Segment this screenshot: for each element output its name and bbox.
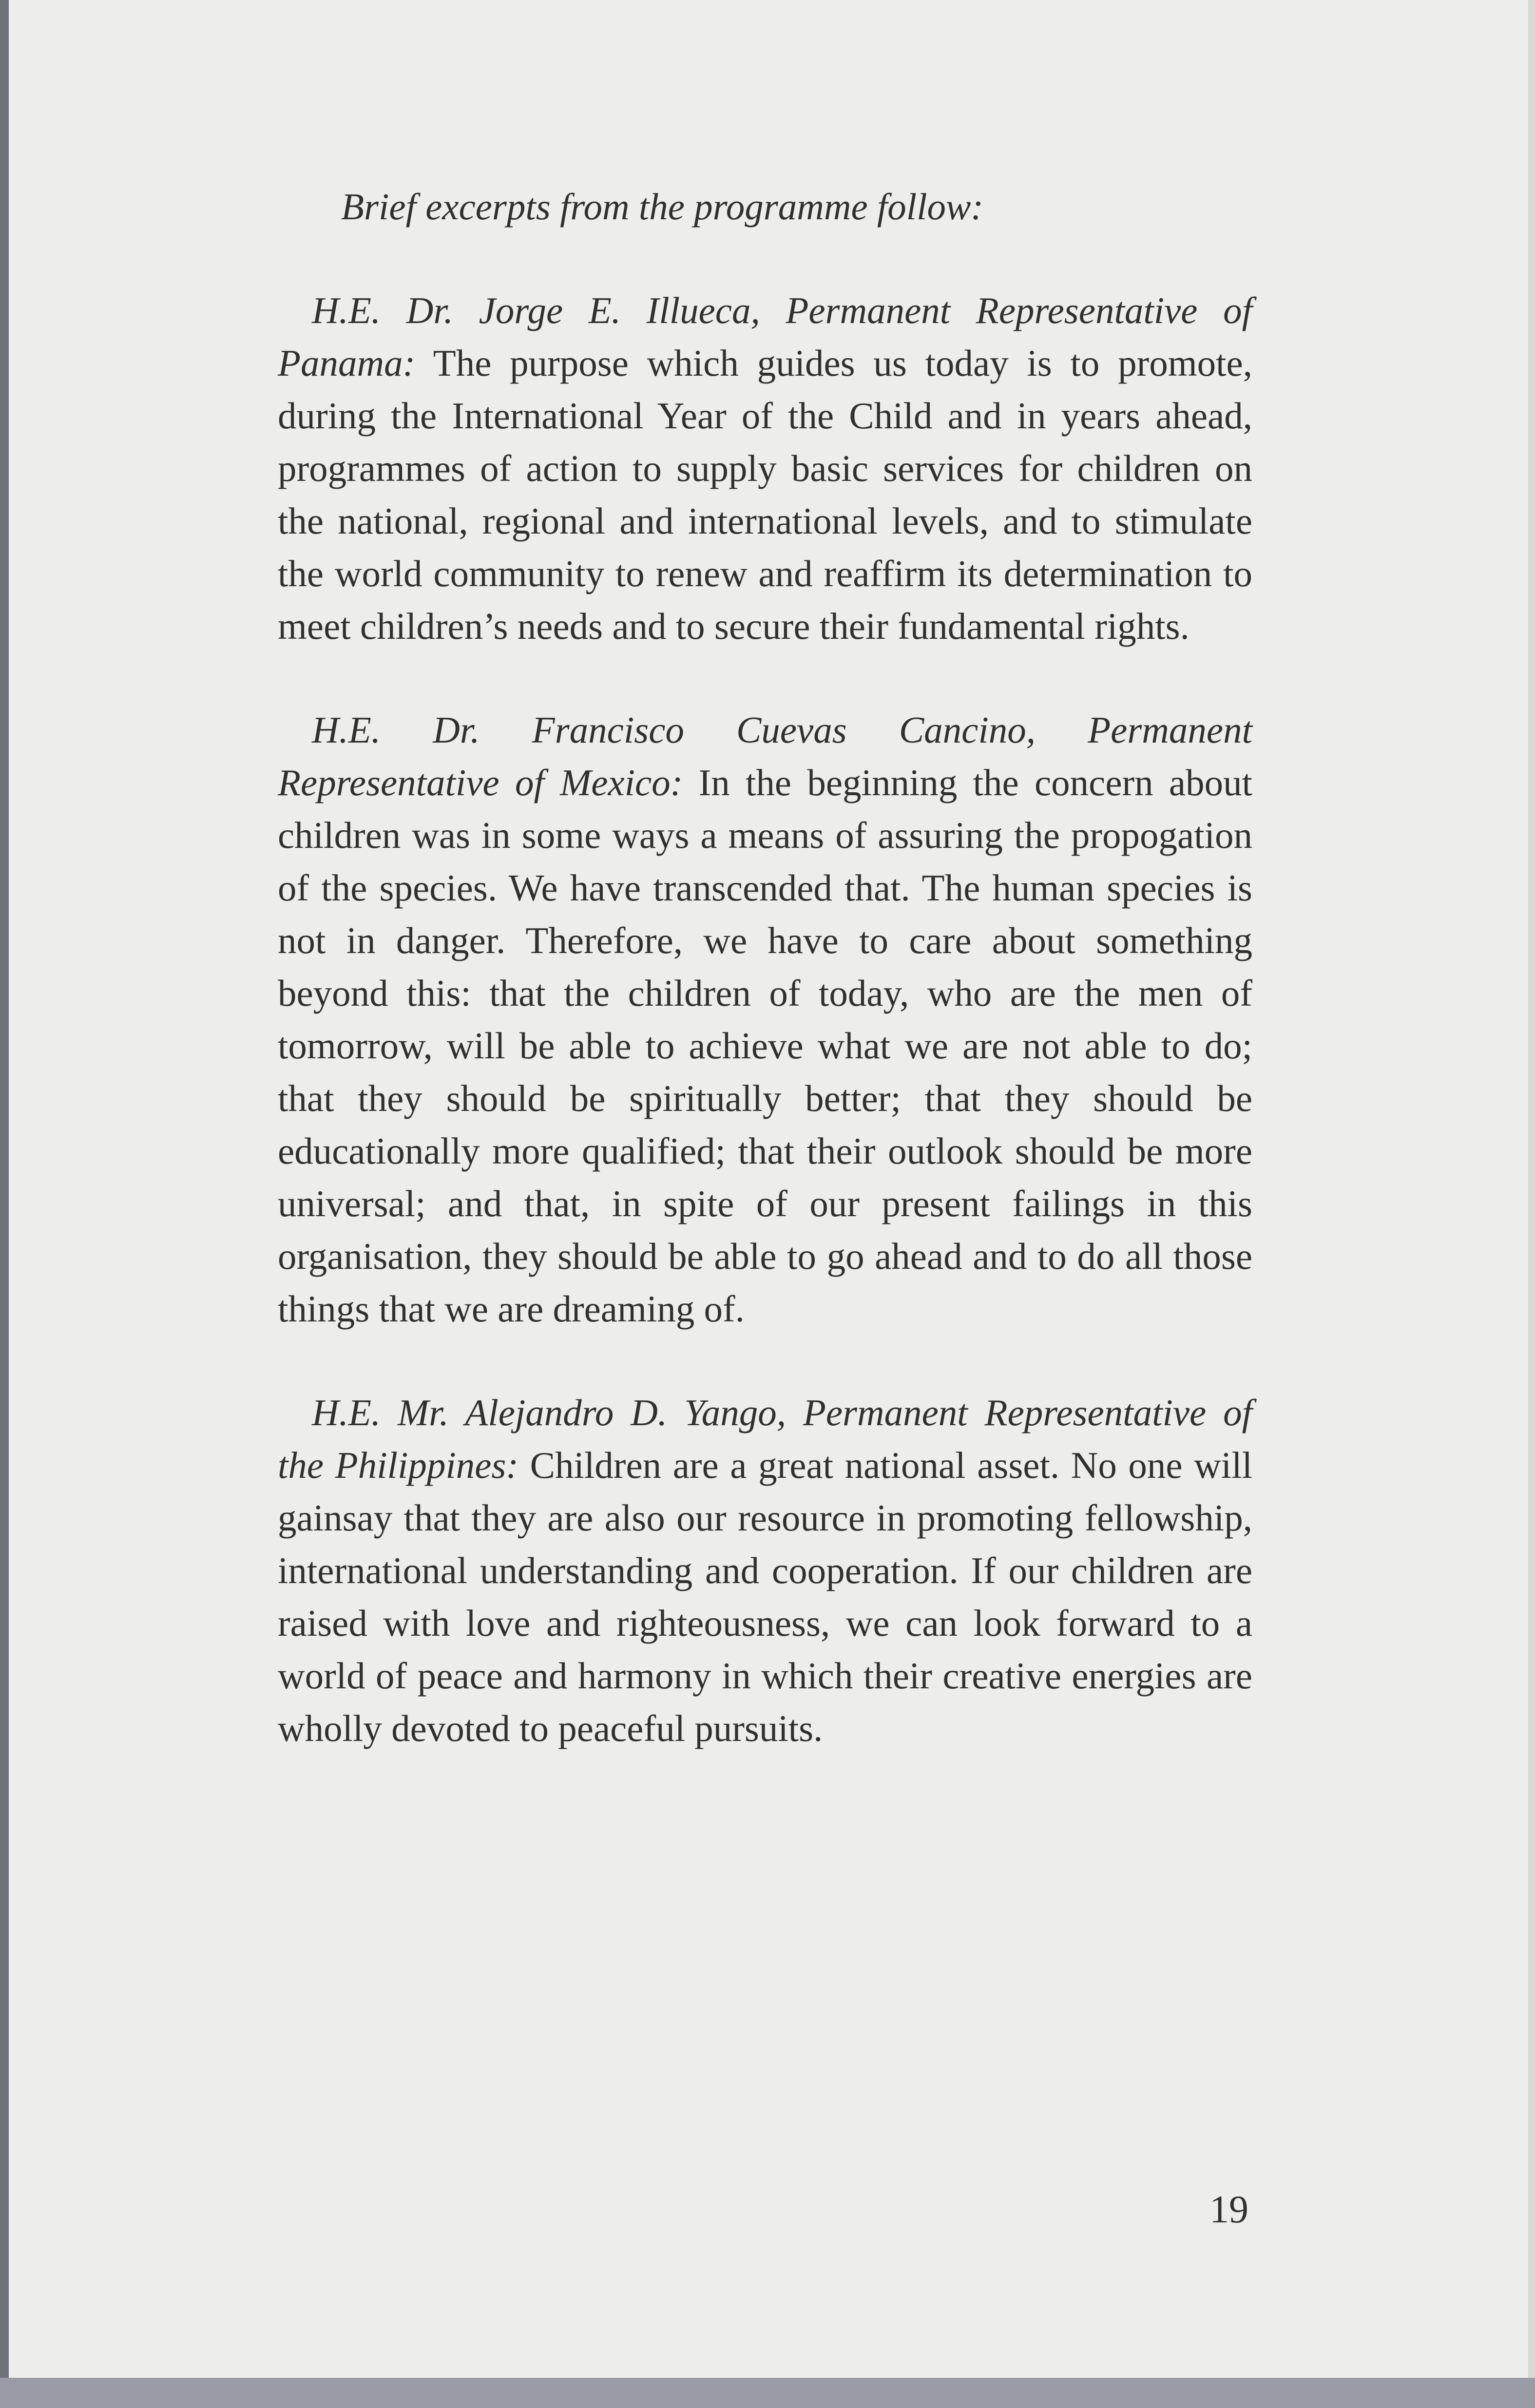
excerpt-text: The purpose which guides us today is to promote, during the International Year of the Child and in years ahead, programmes of action to supply basic services for children on the national, regional and international levels, and to stimulate the world community to renew and reaffirm its determination to meet children’s needs and to secure their fundamental rights. [278, 342, 1252, 647]
scan-edge-bottom [0, 2378, 1535, 2408]
scan-edge-right [1528, 0, 1535, 2408]
speaker-name: H.E. Dr. Jorge E. Illueca, Permanent Representative of Panama: [278, 289, 1252, 384]
excerpt-mexico [278, 704, 1252, 1335]
speaker-name: H.E. Mr. Alejandro D. Yango, Permanent Representative of the Philippines: [278, 1392, 1252, 1486]
body-text [278, 180, 1252, 1806]
speaker-name: H.E. Dr. Francisco Cuevas Cancino, Permanent Representative of Mexico: [278, 709, 1252, 803]
page-number: 19 [1209, 2188, 1248, 2231]
scan-edge-left [0, 0, 9, 2408]
excerpt-philippines [278, 1386, 1252, 1755]
excerpt-panama [278, 284, 1252, 652]
intro-line: Brief excerpts from the programme follow: [341, 186, 984, 228]
excerpt-text: In the beginning the concern about children was in some ways a means of assuring the propogation of the species. We have transcended that. The human species is not in danger. Therefore, we have to care about something beyond this: that the children of today, who are the men of tomorrow, will be able to achieve what we are not able to do; that they should be spiritually better; that they should be educationally more qualified; that their outlook should be more universal; and that, in spite of our present failings in this organisation, they should be able to go ahead and to do all those things that we are dreaming of. [278, 762, 1252, 1330]
excerpt-text: Children are a great national asset. No one will gainsay that they are also our resource in promoting fellowship, international understanding and cooperation. If our children are raised with love and righteousness, we can look forward to a world of peace and harmony in which their creative energies are wholly devoted to peaceful pursuits. [278, 1444, 1252, 1749]
